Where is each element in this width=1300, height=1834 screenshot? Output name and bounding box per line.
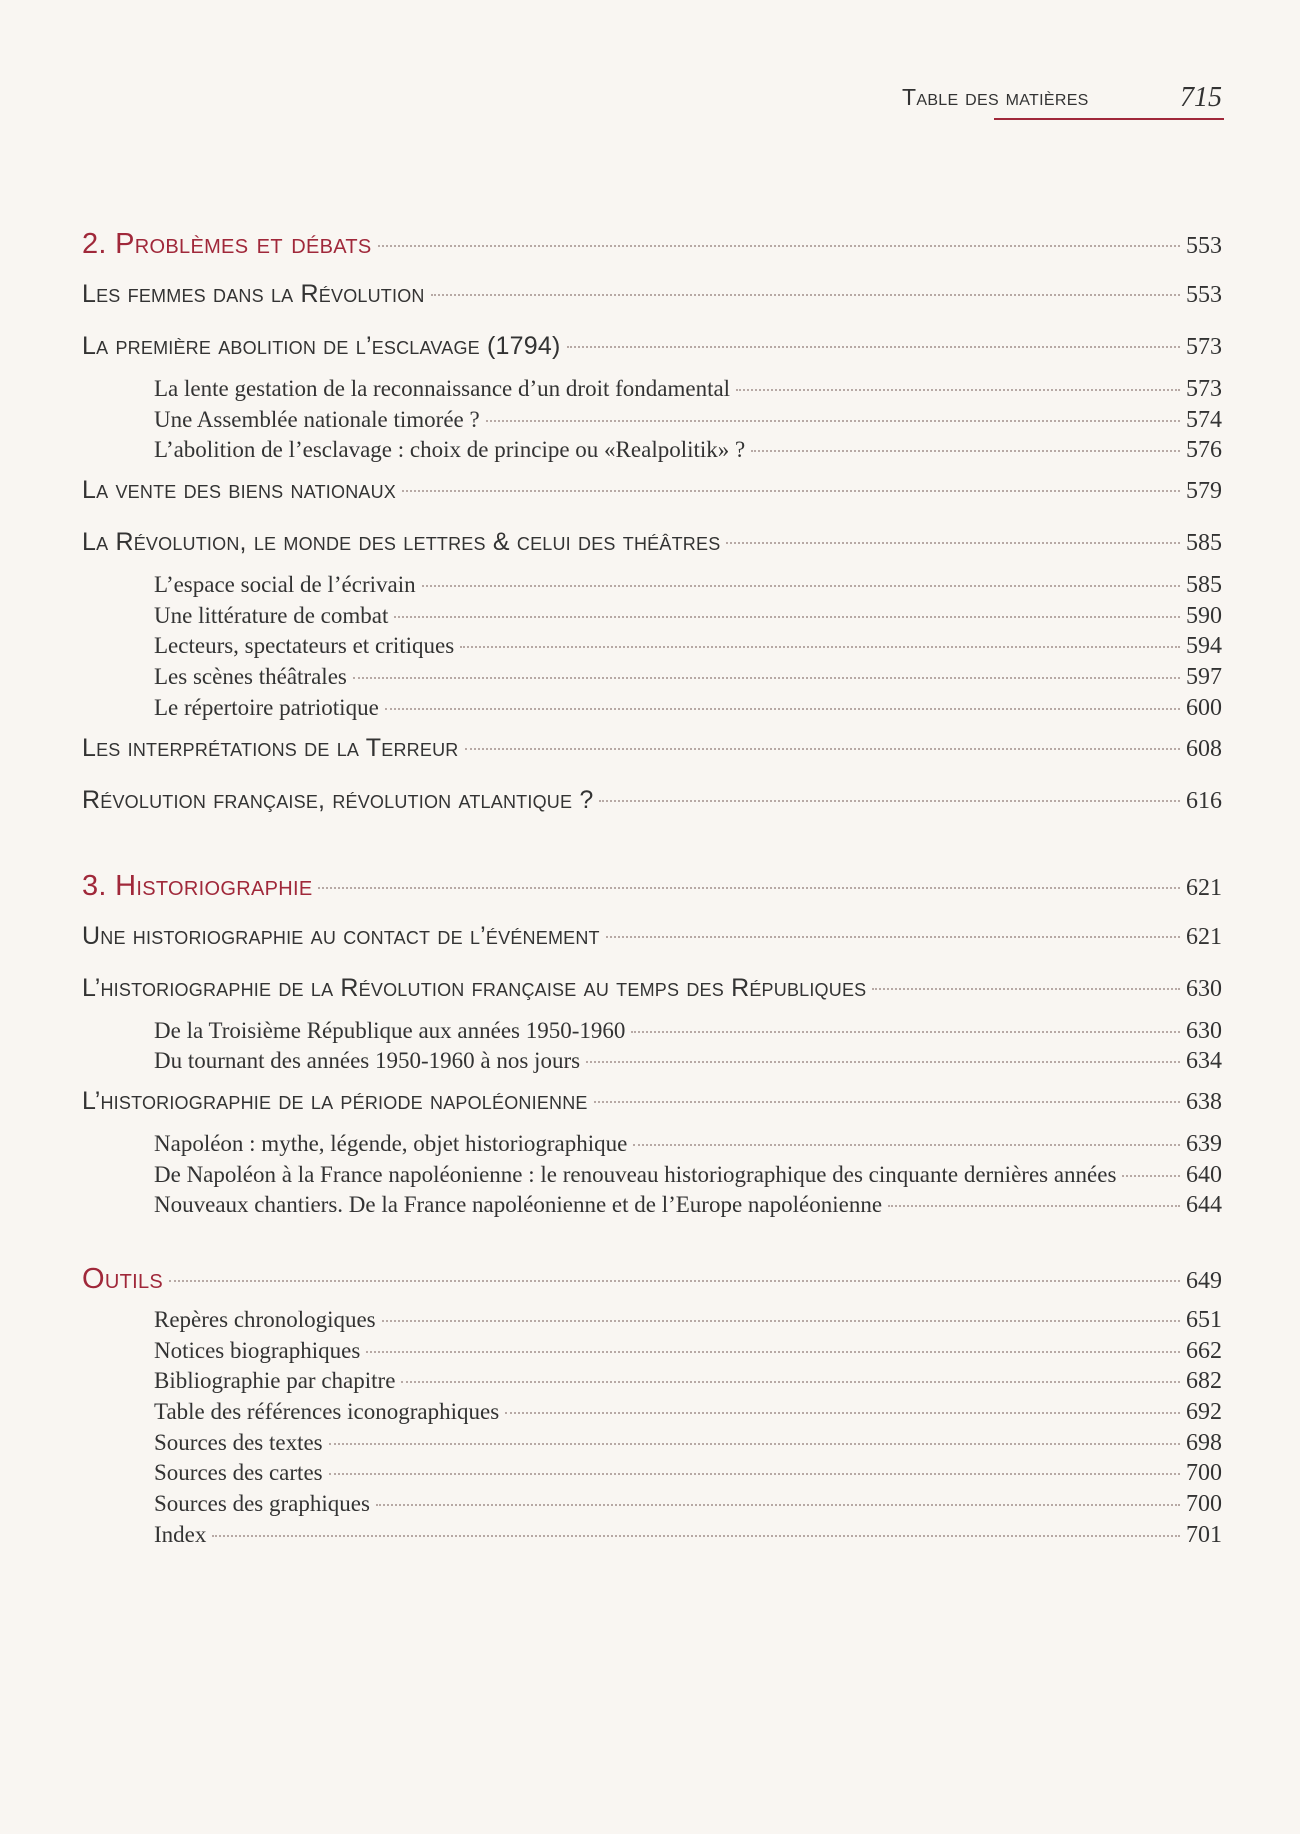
part-title: Outils [82,1262,164,1295]
dot-leader [594,1101,1180,1103]
chapter-page: 616 [1186,787,1222,814]
subsection-title: L’abolition de l’esclavage : choix de principe ou «Realpolitik» ? [154,437,746,463]
chapter-title: La Révolution, le monde des lettres & celui des théâtres [82,528,721,557]
subsection-title: Du tournant des années 1950-1960 à nos jours [154,1048,581,1074]
subsection-page: 692 [1186,1399,1222,1425]
subsection-page: 630 [1186,1017,1222,1044]
subsection-page: 698 [1186,1429,1222,1456]
subsection-title: Nouveaux chantiers. De la France napoléonienne et de l’Europe napoléonienne [154,1192,883,1218]
toc-chapter[interactable] [82,476,1222,520]
part-title: 3. Historiographie [82,869,313,902]
dot-leader [169,1280,1180,1282]
subsection-page: 639 [1186,1130,1222,1157]
subsection-title: Bibliographie par chapitre [154,1368,396,1394]
subsection-page: 651 [1186,1306,1222,1333]
toc-subsection[interactable] [82,1399,1222,1430]
toc-part-outils[interactable] [82,1263,1222,1307]
subsection-page: 640 [1186,1161,1222,1188]
toc-subsection[interactable] [82,1338,1222,1369]
toc-subsection[interactable] [82,407,1222,438]
dot-leader [382,1320,1180,1322]
dot-leader [872,988,1180,990]
chapter-page: 585 [1186,530,1222,557]
toc-part-3[interactable] [82,870,1222,914]
part-title: 2. Problèmes et débats [82,228,372,260]
chapter-title: La vente des biens nationaux [82,476,397,505]
running-head [902,82,1224,120]
toc-subsection[interactable] [82,664,1222,695]
subsection-page: 700 [1186,1460,1222,1487]
subsection-title: Le répertoire patriotique [154,694,379,720]
toc-chapter[interactable] [82,734,1222,778]
chapter-page: 621 [1186,923,1222,950]
dot-leader [318,887,1180,889]
part-page: 649 [1186,1267,1222,1294]
toc-subsection[interactable] [82,1048,1222,1079]
subsection-page: 590 [1186,602,1222,629]
table-of-contents [82,228,1222,1552]
chapter-page: 638 [1186,1088,1222,1115]
dot-leader [631,1031,1180,1033]
subsection-title: Lecteurs, spectateurs et critiques [154,633,455,659]
subsection-title: Napoléon : mythe, légende, objet historiographique [154,1130,628,1156]
dot-leader [606,936,1180,938]
toc-subsection[interactable] [82,1192,1222,1223]
dot-leader [353,677,1180,679]
dot-leader [465,748,1181,750]
dot-leader [401,1381,1180,1383]
subsection-title: Sources des graphiques [154,1491,370,1517]
subsection-title: Une littérature de combat [154,602,389,628]
subsection-page: 644 [1186,1192,1222,1219]
running-head-title: Table des matières [902,84,1089,110]
dot-leader [567,346,1181,348]
dot-leader [212,1535,1180,1537]
dot-leader [599,800,1180,802]
dot-leader [888,1205,1180,1207]
toc-subsection[interactable] [82,1162,1222,1193]
chapter-title: Les femmes dans la Révolution [82,280,425,308]
subsection-title: Table des références iconographiques [154,1399,500,1424]
toc-subsection[interactable] [82,572,1222,603]
chapter-page: 553 [1186,282,1222,308]
toc-subsection[interactable] [82,1430,1222,1461]
header-rule [994,118,1224,120]
subsection-page: 594 [1186,633,1222,660]
dot-leader [366,1351,1180,1353]
dot-leader [376,1504,1180,1506]
toc-chapter[interactable] [82,974,1222,1018]
dot-leader [751,450,1180,452]
subsection-page: 600 [1186,694,1222,721]
dot-leader [378,245,1180,247]
chapter-page: 630 [1186,975,1222,1002]
part-page: 553 [1186,233,1222,259]
subsection-title: L’espace social de l’écrivain [154,572,416,598]
chapter-title: L’historiographie de la Révolution française au temps des Républiques [82,973,867,1002]
toc-subsection[interactable] [82,1018,1222,1049]
chapter-title: Une historiographie au contact de l’événement [82,921,600,950]
subsection-title: Les scènes théâtrales [154,664,347,690]
dot-leader [586,1061,1180,1063]
dot-leader [431,294,1180,296]
subsection-page: 634 [1186,1048,1222,1075]
subsection-page: 682 [1186,1368,1222,1395]
subsection-page: 574 [1186,406,1222,433]
dot-leader [1122,1175,1180,1177]
subsection-page: 585 [1186,572,1222,599]
dot-leader [736,389,1180,391]
subsection-page: 573 [1186,376,1222,402]
toc-subsection[interactable] [82,1368,1222,1399]
toc-subsection[interactable] [82,603,1222,634]
chapter-title: La première abolition de l’esclavage (1794) [82,332,561,360]
toc-chapter[interactable] [82,922,1222,966]
subsection-title: Sources des textes [154,1429,323,1455]
toc-subsection[interactable] [82,376,1222,407]
subsection-title: Une Assemblée nationale timorée ? [154,406,480,432]
subsection-page: 597 [1186,664,1222,691]
chapter-title: Les interprétations de la Terreur [82,733,459,762]
toc-subsection[interactable] [82,1460,1222,1491]
chapter-page: 608 [1186,735,1222,762]
dot-leader [329,1473,1180,1475]
subsection-title: De la Troisième République aux années 1950-1960 [154,1017,626,1043]
dot-leader [385,708,1180,710]
toc-subsection[interactable] [82,633,1222,664]
chapter-title: L’historiographie de la période napoléonienne [82,1086,588,1115]
toc-part-2[interactable] [82,228,1222,272]
subsection-page: 701 [1186,1521,1222,1548]
dot-leader [329,1443,1180,1445]
toc-chapter[interactable] [82,332,1222,376]
toc-chapter[interactable] [82,786,1222,830]
chapter-page: 573 [1186,334,1222,360]
toc-subsection[interactable] [82,1522,1222,1553]
subsection-page: 576 [1186,437,1222,464]
part-page: 621 [1186,874,1222,901]
dot-leader [633,1144,1180,1146]
page-number: 715 [1180,82,1222,113]
subsection-title: De Napoléon à la France napoléonienne : le renouveau historiographique des cinquante dernières années [154,1161,1117,1187]
dot-leader [460,646,1180,648]
toc-subsection[interactable] [82,1131,1222,1162]
subsection-title: Sources des cartes [154,1460,323,1486]
dot-leader [394,616,1180,618]
chapter-page: 579 [1186,478,1222,505]
dot-leader [726,542,1180,544]
subsection-title: Index [154,1521,207,1547]
dot-leader [402,490,1180,492]
dot-leader [505,1412,1180,1414]
toc-chapter[interactable] [82,1087,1222,1131]
toc-subsection[interactable] [82,1307,1222,1338]
dot-leader [486,420,1180,422]
subsection-title: La lente gestation de la reconnaissance d’un droit fondamental [154,376,731,401]
subsection-page: 662 [1186,1337,1222,1364]
subsection-title: Repères chronologiques [154,1306,376,1332]
toc-chapter[interactable] [82,280,1222,324]
dot-leader [422,585,1180,587]
toc-subsection[interactable] [82,1491,1222,1522]
chapter-title: Révolution française, révolution atlantique ? [82,785,594,814]
toc-chapter[interactable] [82,528,1222,572]
toc-subsection[interactable] [82,695,1222,726]
subsection-page: 700 [1186,1491,1222,1518]
subsection-title: Notices biographiques [154,1337,361,1363]
toc-subsection[interactable] [82,437,1222,468]
